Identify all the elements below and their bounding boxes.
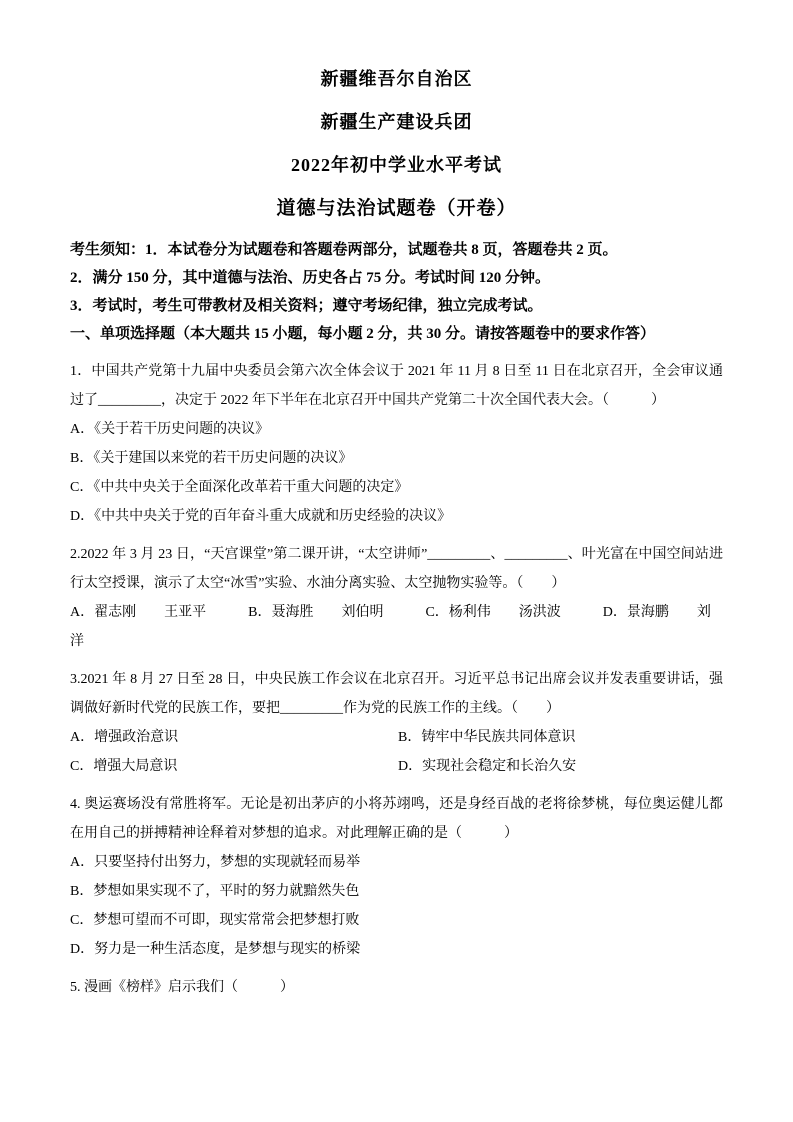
title-exam-year: 2022年初中学业水平考试 bbox=[291, 155, 502, 175]
question-2-options: A．翟志刚 王亚平 B．聂海胜 刘伯明 C．杨利伟 汤洪波 D．景海鹏 刘洋 bbox=[70, 605, 711, 649]
question-1-option-d: D．《中共中央关于党的百年奋斗重大成就和历史经验的决议》 bbox=[70, 509, 452, 524]
candidate-notice-block bbox=[70, 236, 723, 348]
question-2 bbox=[70, 540, 723, 656]
question-3-option-c: C．增强大局意识 bbox=[70, 759, 178, 774]
question-3 bbox=[70, 665, 723, 781]
section-heading-multiple-choice: 一、单项选择题（本大题共 15 小题，每小题 2 分，共 30 分。请按答题卷中的要求作答） bbox=[70, 326, 656, 342]
notice-line-2: 2．满分 150 分，其中道德与法治、历史各占 75 分。考试时间 120 分钟。 bbox=[70, 270, 551, 286]
question-4-option-b: B．梦想如果实现不了，平时的努力就黯然失色 bbox=[70, 884, 360, 899]
question-5 bbox=[70, 973, 723, 1002]
question-1-option-c: C．《中共中央关于全面深化改革若干重大问题的决定》 bbox=[70, 480, 409, 495]
question-3-options-grid bbox=[70, 723, 723, 781]
question-1-option-b: B．《关于建国以来党的若干历史问题的决议》 bbox=[70, 451, 353, 466]
questions-block bbox=[70, 357, 723, 1002]
title-subject: 道德与法治试题卷（开卷） bbox=[276, 198, 517, 219]
title-corps: 新疆生产建设兵团 bbox=[320, 112, 473, 132]
question-4-option-a: A．只要坚持付出努力，梦想的实现就轻而易举 bbox=[70, 855, 361, 870]
question-4-option-d: D．努力是一种生活态度，是梦想与现实的桥梁 bbox=[70, 942, 361, 957]
question-4-option-c: C．梦想可望而不可即，现实常常会把梦想打败 bbox=[70, 913, 360, 928]
question-3-option-a: A．增强政治意识 bbox=[70, 730, 179, 745]
question-5-stem: 5. 漫画《榜样》启示我们（ ） bbox=[70, 980, 294, 995]
question-3-option-d: D．实现社会稳定和长治久安 bbox=[398, 759, 577, 774]
question-1-option-a: A．《关于若干历史问题的决议》 bbox=[70, 422, 270, 437]
question-1-stem: 1．中国共产党第十九届中央委员会第六次全体会议于 2021 年 11 月 8 日至 11 日在北京召开，全会审议通过了_________，决定于 2022 年下半年在北京召开中国共产党第二十次全国代表大会。（ ） bbox=[70, 364, 723, 408]
notice-line-1: 考生须知：1．本试卷分为试题卷和答题卷两部分，试题卷共 8 页，答题卷共 2 页。 bbox=[70, 242, 618, 258]
question-3-stem: 3.2021 年 8 月 27 日至 28 日，中央民族工作会议在北京召开。习近平总书记出席会议并发表重要讲话，强调做好新时代党的民族工作，要把_________作为党的民族工作的主线。（ ） bbox=[70, 672, 723, 716]
question-2-stem: 2.2022 年 3 月 23 日，“天宫课堂”第二课开讲，“太空讲师”_________、_________、叶光富在中国空间站进行太空授课，演示了太空“冰雪”实验、水油分离实验、太空抛物实验等。（ ） bbox=[70, 547, 723, 591]
question-4 bbox=[70, 790, 723, 964]
title-block bbox=[70, 58, 723, 230]
question-4-stem: 4. 奥运赛场没有常胜将军。无论是初出茅庐的小将苏翊鸣，还是身经百战的老将徐梦桃，每位奥运健儿都在用自己的拼搏精神诠释着对梦想的追求。对此理解正确的是（ ） bbox=[70, 797, 723, 841]
notice-line-3: 3．考试时，考生可带教材及相关资料；遵守考场纪律，独立完成考试。 bbox=[70, 298, 543, 314]
question-3-option-b: B．铸牢中华民族共同体意识 bbox=[398, 730, 576, 745]
title-region: 新疆维吾尔自治区 bbox=[320, 69, 473, 89]
question-1 bbox=[70, 357, 723, 531]
